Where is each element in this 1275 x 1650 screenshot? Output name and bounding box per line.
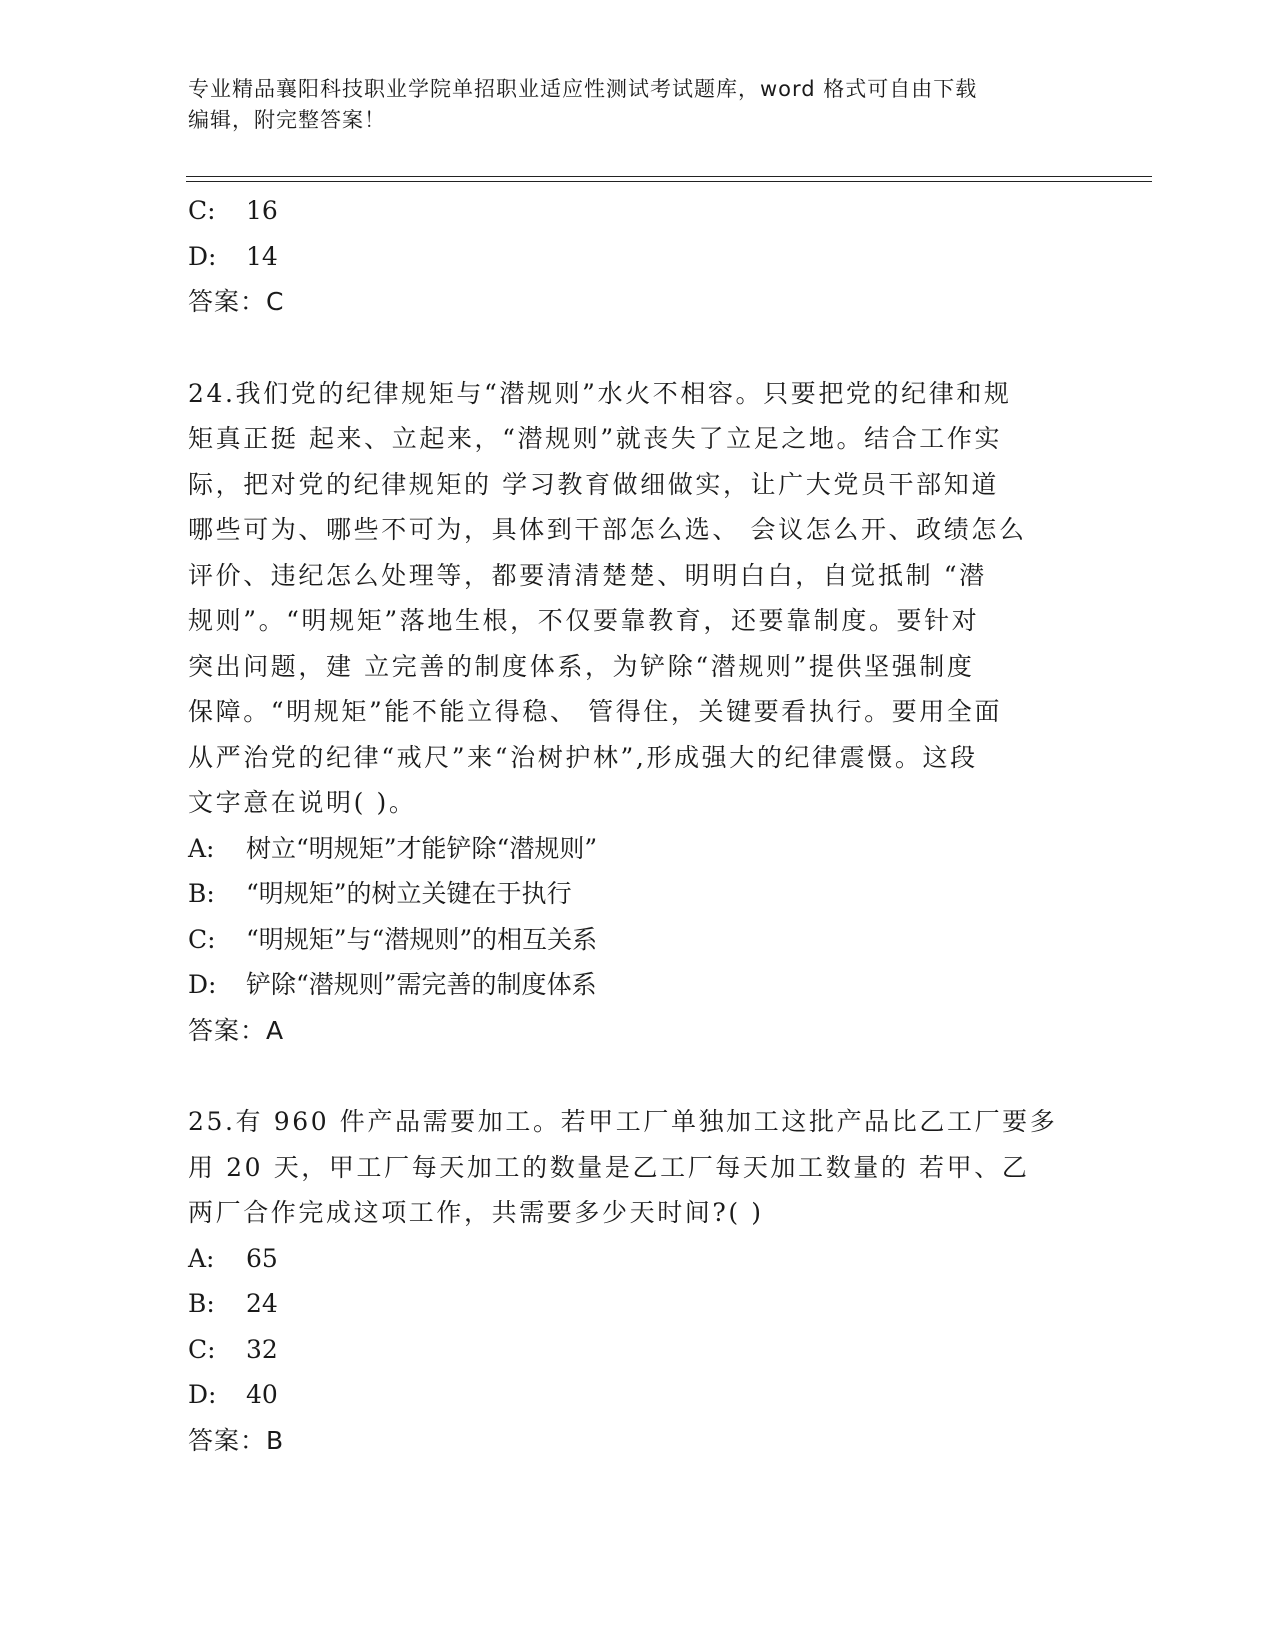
option-row: [188, 188, 1088, 234]
header-line-1: 专业精品襄阳科技职业学院单招职业适应性测试考试题库，word 格式可自由下载: [188, 77, 978, 101]
stem-line: 矩真正挺 起来、立起来，“潜规则”就丧失了立足之地。结合工作实: [188, 424, 1003, 453]
stem-line: 24.我们党的纪律规矩与“潜规则”水火不相容。只要把党的纪律和规: [188, 378, 1012, 408]
answer-line: 答案：C: [188, 287, 285, 316]
question-stem: [188, 1099, 1073, 1236]
question-24: [188, 371, 1088, 1054]
option-letter: C:: [188, 924, 216, 954]
option-row: [188, 962, 1088, 1008]
option-row: [188, 917, 1088, 963]
option-text: “明规矩”的树立关键在于执行: [246, 879, 572, 908]
question-25: [188, 1099, 1088, 1463]
answer-line: 答案：A: [188, 1015, 285, 1045]
document-body: [188, 188, 1088, 1463]
option-text: 树立“明规矩”才能铲除“潜规则”: [246, 833, 598, 863]
option-row: [188, 871, 1088, 917]
question-stem: [188, 371, 1073, 826]
option-letter: D:: [188, 241, 217, 271]
option-letter: C:: [188, 1334, 216, 1364]
option-letter: B:: [188, 879, 215, 908]
option-text: 40: [246, 1380, 278, 1409]
stem-line: 从严治党的纪律“戒尺”来“治树护林”,形成强大的纪律震慑。这段: [188, 742, 978, 772]
header-rule-top: [186, 176, 1152, 177]
option-text: 铲除“潜规则”需完善的制度体系: [246, 970, 597, 999]
option-row: [188, 1327, 1088, 1373]
option-letter: A:: [188, 1243, 215, 1273]
spacer: [188, 325, 1088, 371]
option-text: 14: [246, 241, 278, 271]
stem-line: 评价、违纪怎么处理等，都要清清楚楚、明明白白，自觉抵制 “潜: [188, 560, 987, 590]
document-header: [188, 74, 1088, 136]
header-rule-bottom: [186, 181, 1152, 182]
stem-line: 用 20 天，甲工厂每天加工的数量是乙工厂每天加工数量的 若甲、乙: [188, 1152, 1030, 1182]
stem-line: 保障。“明规矩”能不能立得稳、 管得住，关键要看执行。要用全面: [188, 697, 1003, 726]
option-row: [188, 1281, 1088, 1327]
question-23: [188, 188, 1088, 325]
option-letter: D:: [188, 1380, 217, 1409]
option-letter: B:: [188, 1289, 215, 1318]
option-text: 65: [246, 1243, 278, 1273]
option-row: [188, 234, 1088, 280]
stem-line: 规则”。“明规矩”落地生根，不仅要靠教育，还要靠制度。要针对: [188, 606, 980, 635]
option-row: [188, 1236, 1088, 1282]
stem-line: 哪些可为、哪些不可为，具体到干部怎么选、 会议怎么开、政绩怎么: [188, 515, 1027, 544]
option-text: 32: [246, 1334, 278, 1364]
stem-line: 突出问题，建 立完善的制度体系，为铲除“潜规则”提供坚强制度: [188, 651, 975, 681]
option-text: 24: [246, 1289, 278, 1318]
option-letter: A:: [188, 833, 215, 863]
stem-line: 文字意在说明( )。: [188, 788, 417, 817]
option-row: [188, 826, 1088, 872]
spacer: [188, 1053, 1088, 1099]
option-row: [188, 1372, 1088, 1418]
header-line-2: 编辑，附完整答案！: [188, 108, 386, 132]
option-text: 16: [246, 196, 278, 225]
stem-line: 25.有 960 件产品需要加工。若甲工厂单独加工这批产品比乙工厂要多: [188, 1107, 1058, 1136]
option-text: “明规矩”与“潜规则”的相互关系: [246, 924, 598, 954]
stem-line: 两厂合作完成这项工作，共需要多少天时间?( ): [188, 1198, 764, 1227]
stem-line: 际，把对党的纪律规矩的 学习教育做细做实，让广大党员干部知道: [188, 469, 999, 499]
option-letter: C:: [188, 196, 216, 225]
option-letter: D:: [188, 970, 217, 999]
answer-line: 答案：B: [188, 1425, 285, 1455]
